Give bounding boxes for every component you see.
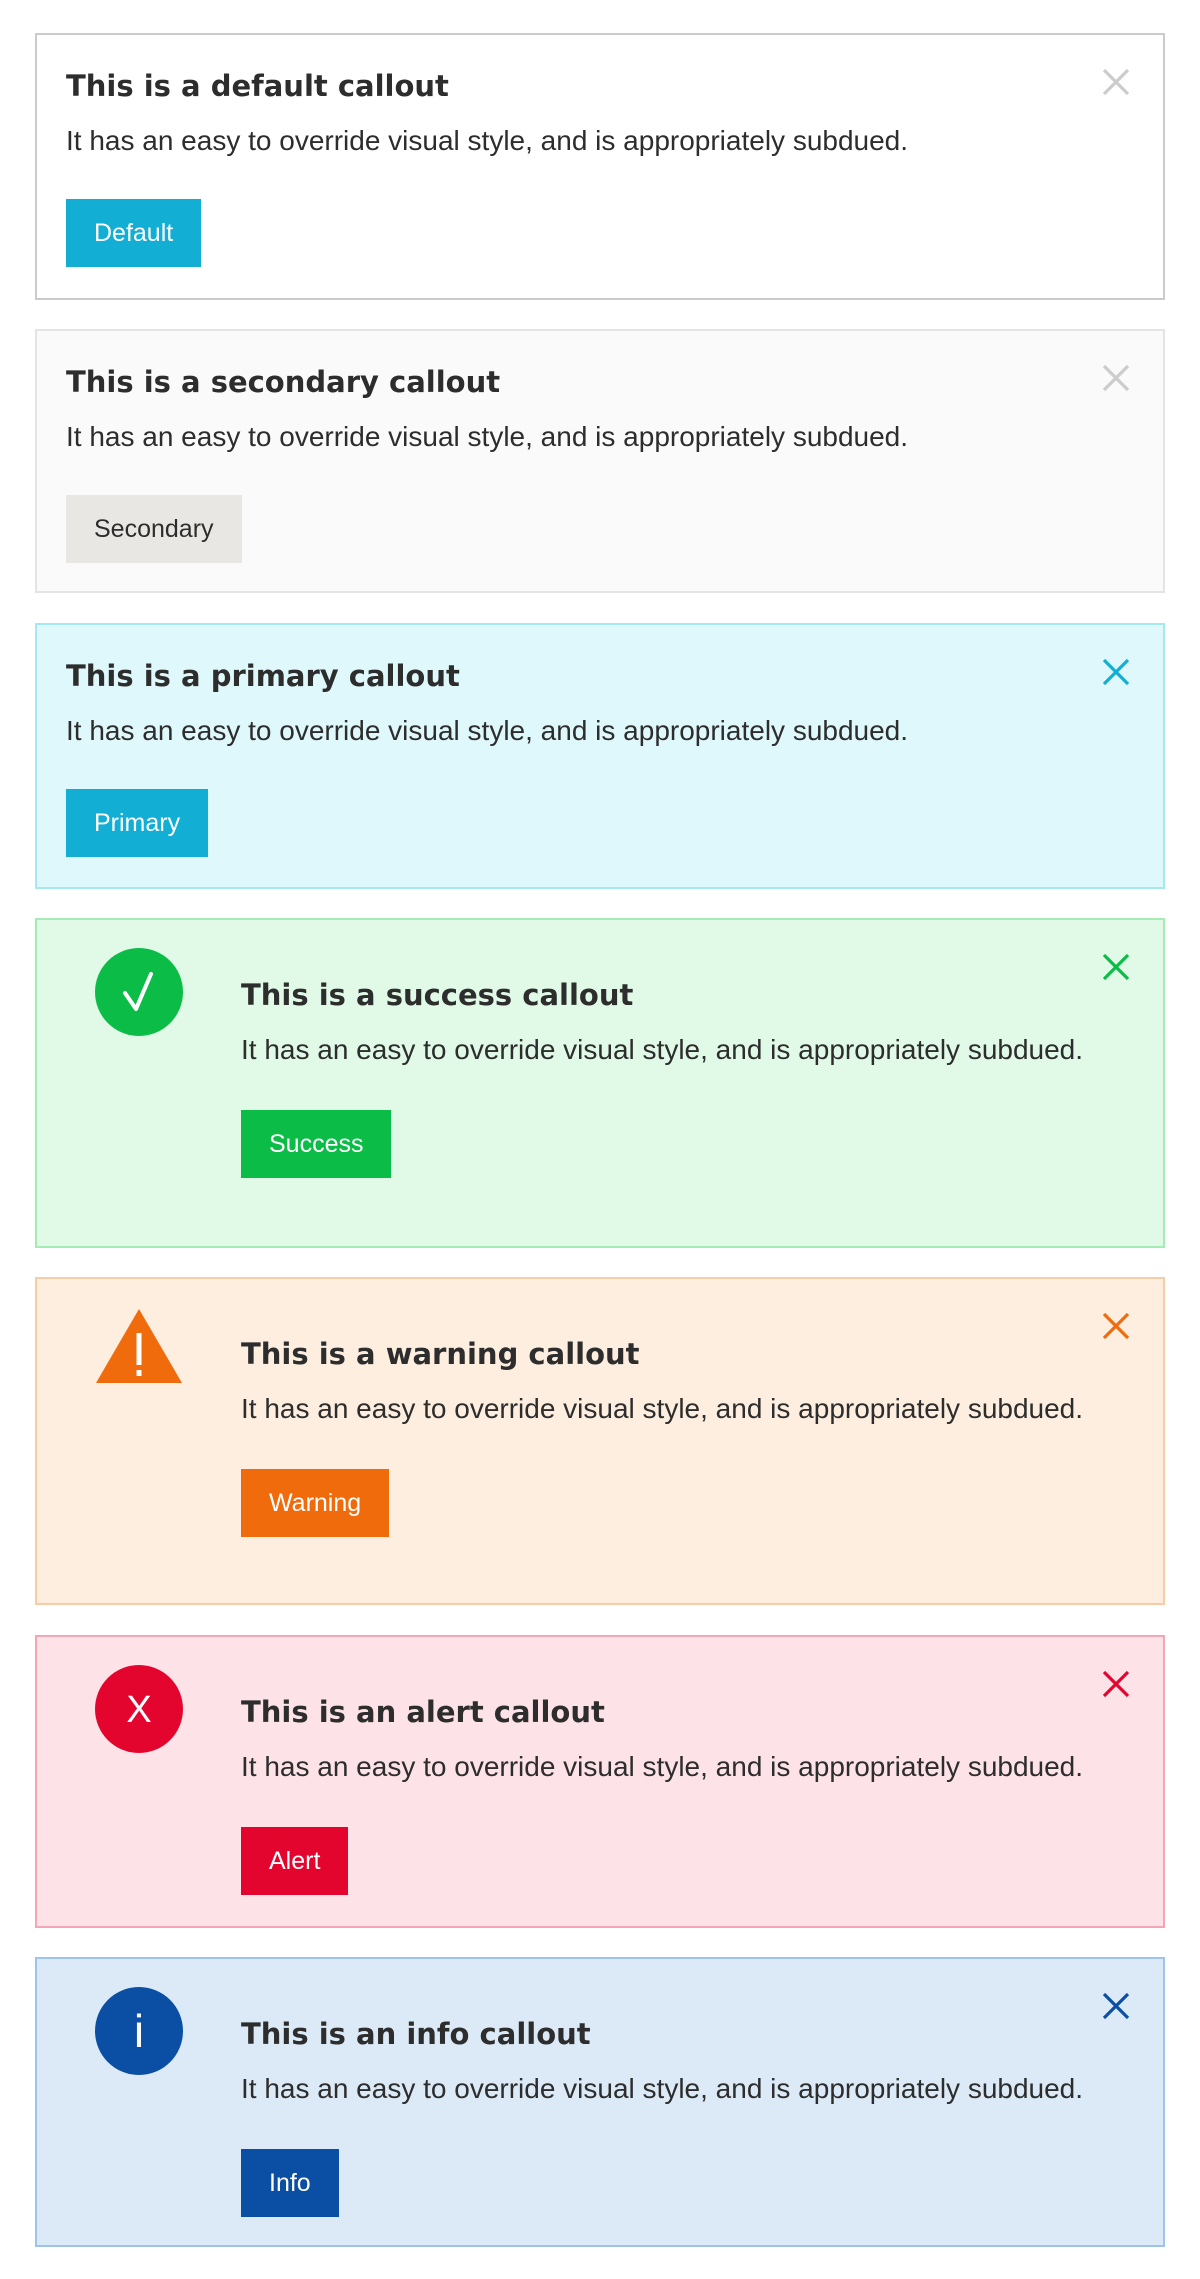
info-circle-icon bbox=[95, 1987, 183, 2075]
callout-text: It has an easy to override visual style, and is appropriately subdued. bbox=[66, 421, 909, 452]
callout-title: This is a warning callout bbox=[241, 1337, 640, 1371]
callout-title: This is a success callout bbox=[241, 978, 634, 1012]
close-icon[interactable] bbox=[1101, 1991, 1131, 2021]
callout-alert bbox=[35, 1635, 1165, 1928]
callout-title: This is an alert callout bbox=[241, 1695, 605, 1729]
callout-text: It has an easy to override visual style, and is appropriately subdued. bbox=[66, 125, 909, 156]
close-icon[interactable] bbox=[1101, 67, 1131, 97]
close-icon[interactable] bbox=[1101, 1311, 1131, 1341]
secondary-button[interactable]: Secondary bbox=[66, 495, 242, 563]
callout-warning bbox=[35, 1277, 1165, 1605]
callout-default bbox=[35, 33, 1165, 300]
check-circle-icon bbox=[95, 948, 183, 1036]
callout-primary bbox=[35, 623, 1165, 889]
close-icon[interactable] bbox=[1101, 952, 1131, 982]
callout-text: It has an easy to override visual style, and is appropriately subdued. bbox=[241, 1034, 1084, 1065]
callout-info bbox=[35, 1957, 1165, 2247]
alert-button[interactable]: Alert bbox=[241, 1827, 348, 1895]
callout-title: This is an info callout bbox=[241, 2017, 591, 2051]
success-button[interactable]: Success bbox=[241, 1110, 391, 1178]
info-circle-glyph: i bbox=[133, 2005, 145, 2057]
warning-triangle-icon bbox=[95, 1307, 183, 1395]
callout-title: This is a primary callout bbox=[66, 659, 460, 693]
callout-text: It has an easy to override visual style, and is appropriately subdued. bbox=[66, 715, 909, 746]
warning-button[interactable]: Warning bbox=[241, 1469, 389, 1537]
callout-secondary bbox=[35, 329, 1165, 593]
primary-button[interactable]: Primary bbox=[66, 789, 208, 857]
close-icon[interactable] bbox=[1101, 657, 1131, 687]
callout-title: This is a secondary callout bbox=[66, 365, 501, 399]
info-button[interactable]: Info bbox=[241, 2149, 339, 2217]
x-circle-icon bbox=[95, 1665, 183, 1753]
callout-success bbox=[35, 918, 1165, 1248]
callout-text: It has an easy to override visual style, and is appropriately subdued. bbox=[241, 2073, 1084, 2104]
default-button[interactable]: Default bbox=[66, 199, 201, 267]
callout-title: This is a default callout bbox=[66, 69, 449, 103]
callout-text: It has an easy to override visual style, and is appropriately subdued. bbox=[241, 1751, 1084, 1782]
callout-text: It has an easy to override visual style, and is appropriately subdued. bbox=[241, 1393, 1084, 1424]
close-icon[interactable] bbox=[1101, 363, 1131, 393]
x-circle-glyph: X bbox=[126, 1689, 152, 1731]
close-icon[interactable] bbox=[1101, 1669, 1131, 1699]
